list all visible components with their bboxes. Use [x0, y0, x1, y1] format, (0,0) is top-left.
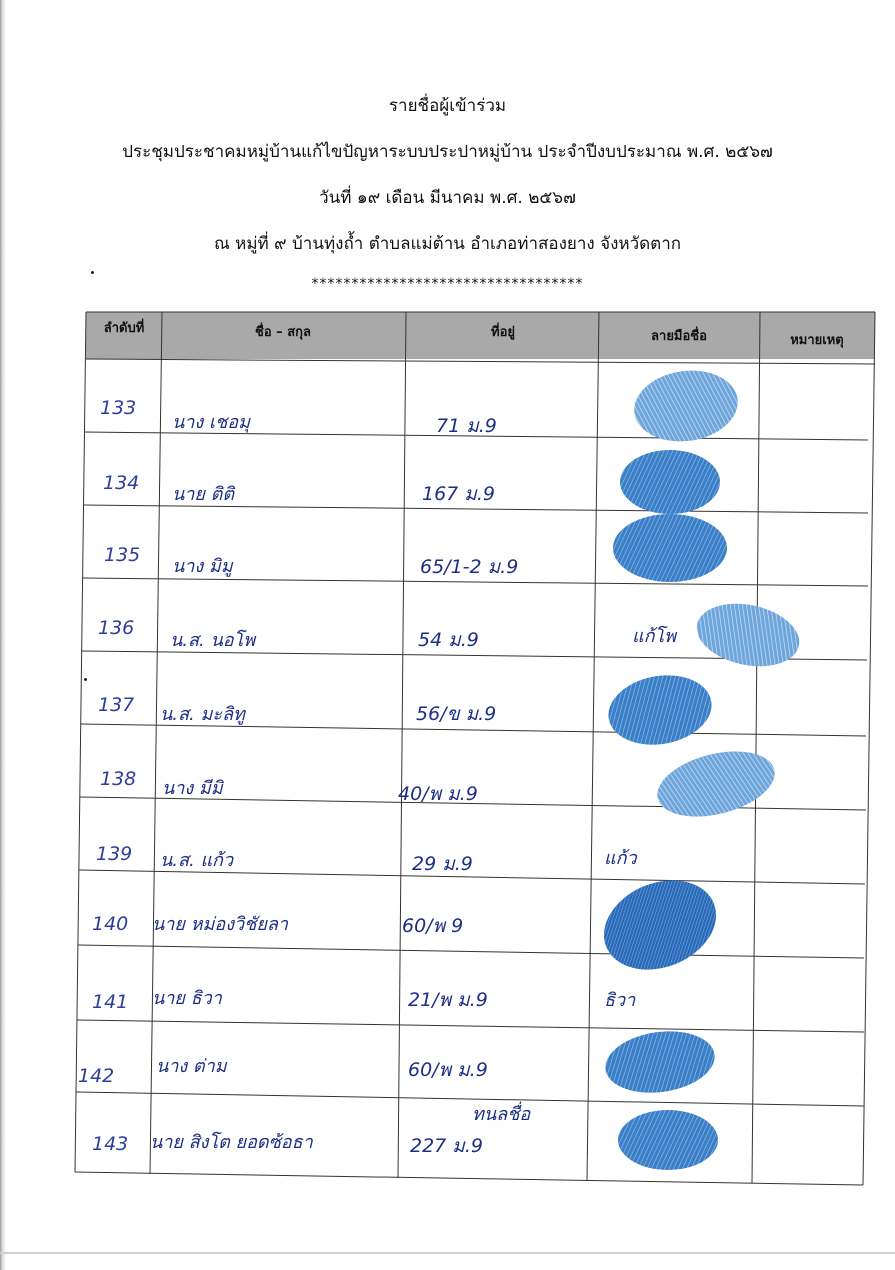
handwritten-signature: แก้ว: [604, 848, 637, 869]
meeting-place: ณ หมู่ที่ ๙ บ้านทุ่งถ้ำ ตำบลแม่ต้าน อำเภอท่าสองยาง จังหวัดตาก: [213, 234, 682, 254]
row-number: 133: [100, 397, 137, 419]
fingerprint-icon: [613, 514, 727, 582]
fingerprint-icon: [620, 450, 720, 514]
fingerprint-icon: [618, 1110, 718, 1170]
table-row: [104, 514, 727, 582]
row-address: 21/พ ม.9: [408, 989, 488, 1011]
header-signature: ลายมือชื่อ: [651, 329, 707, 344]
row-address: 60/พ 9: [402, 915, 464, 937]
row-number: 141: [92, 991, 129, 1013]
meeting-date: วันที่ ๑๙ เดือน มีนาคม พ.ศ. ๒๕๖๗: [319, 188, 576, 208]
row-number: 142: [78, 1065, 115, 1087]
table-header-background: [86, 312, 875, 359]
row-number: 135: [104, 544, 141, 566]
row-number: 138: [100, 768, 137, 790]
row-name: นาง เชอมุ: [172, 412, 250, 433]
row-name: นาย หม่องวิชัยลา: [152, 914, 289, 935]
row-address: 227 ม.9: [410, 1135, 483, 1157]
row-number: 136: [98, 617, 135, 639]
fingerprint-icon: [601, 1025, 718, 1100]
fingerprint-icon: [590, 864, 729, 985]
document-title: รายชื่อผู้เข้าร่วม: [388, 96, 507, 116]
table-row: [92, 1101, 718, 1170]
row-address: 65/1-2 ม.9: [420, 556, 519, 578]
header-name: ชื่อ – สกุล: [255, 325, 311, 340]
table-row: [103, 450, 720, 514]
fingerprint-icon: [603, 667, 717, 752]
row-number: 134: [103, 472, 140, 494]
table-row: [92, 988, 636, 1013]
row-number: 139: [96, 843, 133, 865]
table-row: [78, 1025, 719, 1100]
row-name: นาง มีมิ: [162, 778, 223, 799]
row-address: 167 ม.9: [422, 483, 495, 505]
row-name: น.ส. มะลิทู: [160, 704, 245, 725]
row-address: 54 ม.9: [418, 629, 479, 651]
handwritten-signature: ธิวา: [604, 990, 636, 1011]
row-number: 143: [92, 1133, 129, 1155]
fingerprint-icon: [691, 595, 805, 675]
row-name: นาง ต่าม: [156, 1056, 227, 1077]
separator-line: **********************************: [311, 276, 584, 292]
row-name: นาย ธิวา: [152, 988, 222, 1009]
table-row: [92, 864, 730, 985]
row-address: 71 ม.9: [436, 415, 497, 437]
handwritten-signature: แก้โพ: [632, 626, 677, 647]
header-address: ที่อยู่: [491, 325, 515, 340]
fingerprint-icon: [630, 364, 743, 448]
table-grid: [75, 312, 875, 1185]
fingerprint-icon: [651, 740, 782, 827]
row-number: 137: [98, 694, 135, 716]
row-name: นาย สิงโต ยอดซ้อธา: [150, 1132, 313, 1153]
row-address: 60/พ ม.9: [408, 1059, 488, 1081]
table-row: [96, 843, 638, 875]
table-row: [100, 740, 781, 827]
meeting-title: ประชุมประชาคมหมู่บ้านแก้ไขปัญหาระบบประปาหมู่บ้าน ประจำปีงบประมาณ พ.ศ. ๒๕๖๗: [122, 142, 773, 162]
row-name: นาย ติติ: [172, 484, 235, 505]
header-remark: หมายเหตุ: [790, 333, 844, 348]
row-number: 140: [92, 913, 129, 935]
row-address: 40/พ ม.9: [398, 783, 478, 805]
table-row: [98, 667, 717, 752]
row-address: 29 ม.9: [412, 853, 473, 875]
handwritten-note: ทนลชื่อ: [472, 1104, 531, 1125]
row-name: นาง มิมู: [172, 556, 233, 577]
row-address: 56/ข ม.9: [416, 703, 497, 725]
table-row: [98, 595, 805, 675]
row-name: น.ส. นอโพ: [170, 630, 256, 651]
row-name: น.ส. แก้ว: [160, 850, 234, 871]
header-number: ลำดับที่: [103, 321, 145, 336]
